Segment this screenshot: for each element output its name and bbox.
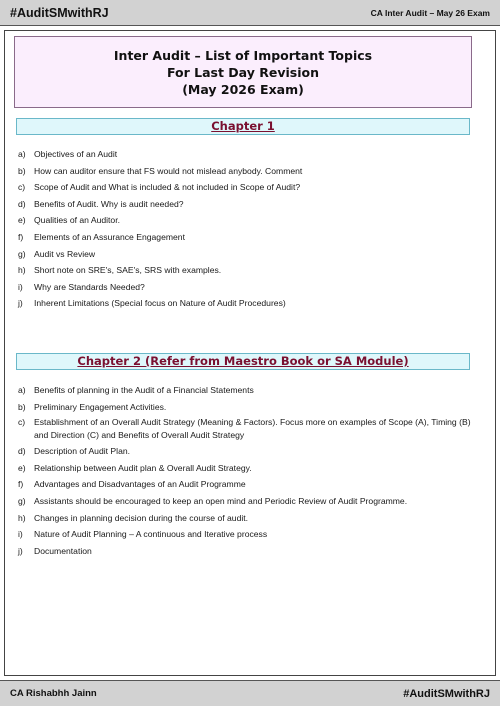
header-hashtag: #AuditSMwithRJ xyxy=(10,5,109,20)
item-text: Objectives of an Audit xyxy=(34,149,118,159)
item-letter: h) xyxy=(18,512,26,523)
item-letter: j) xyxy=(18,545,23,556)
item-text: Nature of Audit Planning – A continuous and Iterative process xyxy=(34,529,268,540)
item-letter: f) xyxy=(18,231,24,242)
item-letter: j) xyxy=(18,298,23,309)
chapter-2-title: Chapter 2 (Refer from Maestro Book or SA Module) xyxy=(77,354,409,368)
item-letter: d) xyxy=(18,446,26,457)
item-letter: i) xyxy=(18,281,23,292)
list-item xyxy=(18,543,484,560)
item-text: How can auditor ensure that FS would not mislead anybody. Comment xyxy=(34,165,303,176)
item-letter: g) xyxy=(18,248,26,259)
chapter-2-topic-list xyxy=(18,382,484,559)
item-letter: i) xyxy=(18,529,23,540)
item-letter: c) xyxy=(18,417,26,428)
item-text: Qualities of an Auditor. xyxy=(34,215,120,226)
list-item xyxy=(18,212,484,229)
list-item xyxy=(18,460,484,477)
item-letter: c) xyxy=(18,182,26,193)
title-line-3: (May 2026 Exam) xyxy=(182,81,304,97)
list-item xyxy=(18,510,484,527)
item-letter: e) xyxy=(18,215,26,226)
list-item xyxy=(18,279,484,296)
list-item xyxy=(18,179,484,196)
item-text: Relationship between Audit plan & Overall Audit Strategy. xyxy=(34,462,252,473)
item-text: Benefits of Audit. Why is audit needed? xyxy=(34,198,184,209)
chapter-1-heading xyxy=(16,118,470,135)
header-bar xyxy=(0,0,500,26)
item-text: Scope of Audit and What is included & not included in Scope of Audit? xyxy=(34,182,301,193)
footer-bar xyxy=(0,680,500,706)
item-text: Short note on SRE's, SAE's, SRS with examples. xyxy=(34,265,222,276)
item-text: Documentation xyxy=(34,545,92,556)
list-item xyxy=(18,163,484,180)
item-text: Elements of an Assurance Engagement xyxy=(34,231,185,242)
title-line-1: Inter Audit – List of Important Topics xyxy=(113,47,373,63)
title-box xyxy=(14,36,472,108)
list-item xyxy=(18,493,484,510)
list-item xyxy=(18,196,484,213)
item-letter: g) xyxy=(18,495,26,506)
item-letter: a) xyxy=(18,149,26,159)
item-letter: d) xyxy=(18,198,26,209)
list-item xyxy=(18,382,484,399)
item-letter: b) xyxy=(18,165,26,176)
list-item xyxy=(18,415,484,443)
list-item xyxy=(18,246,484,263)
list-item xyxy=(18,443,484,460)
list-item xyxy=(18,526,484,543)
item-letter: e) xyxy=(18,462,26,473)
chapter-1-title: Chapter 1 xyxy=(211,119,275,133)
header-exam-label: CA Inter Audit – May 26 Exam xyxy=(370,7,490,18)
item-text: Preliminary Engagement Activities. xyxy=(34,401,167,412)
chapter-1-topic-list xyxy=(18,146,484,312)
chapter-2-heading xyxy=(16,353,470,370)
list-item xyxy=(18,295,484,312)
footer-hashtag: #AuditSMwithRJ xyxy=(403,687,490,700)
item-text: Audit vs Review xyxy=(34,248,96,259)
item-letter: h) xyxy=(18,265,26,276)
list-item xyxy=(18,476,484,493)
list-item xyxy=(18,229,484,246)
item-letter: a) xyxy=(18,385,26,395)
item-text: Description of Audit Plan. xyxy=(34,446,131,457)
list-item xyxy=(18,146,484,163)
item-letter: b) xyxy=(18,401,26,412)
item-text: Changes in planning decision during the course of audit. xyxy=(34,512,249,523)
item-text: Assistants should be encouraged to keep an open mind and Periodic Review of Audit Programme. xyxy=(34,495,408,506)
list-item xyxy=(18,262,484,279)
item-letter: f) xyxy=(18,479,24,490)
item-text: Establishment of an Overall Audit Strategy (Meaning & Factors). Focus more on examples of Scope (A), Timing (B) and Direction (C) and Benefits of Overall Audit Strategy xyxy=(34,417,471,441)
item-text: Advantages and Disadvantages of an Audit Programme xyxy=(34,479,246,490)
item-text: Inherent Limitations (Special focus on Nature of Audit Procedures) xyxy=(34,298,286,309)
footer-author: CA Rishabhh Jainn xyxy=(10,688,97,699)
item-text: Why are Standards Needed? xyxy=(34,281,145,292)
title-line-2: For Last Day Revision xyxy=(167,64,319,80)
list-item xyxy=(18,399,484,416)
item-text: Benefits of planning in the Audit of a Financial Statements xyxy=(34,385,254,395)
